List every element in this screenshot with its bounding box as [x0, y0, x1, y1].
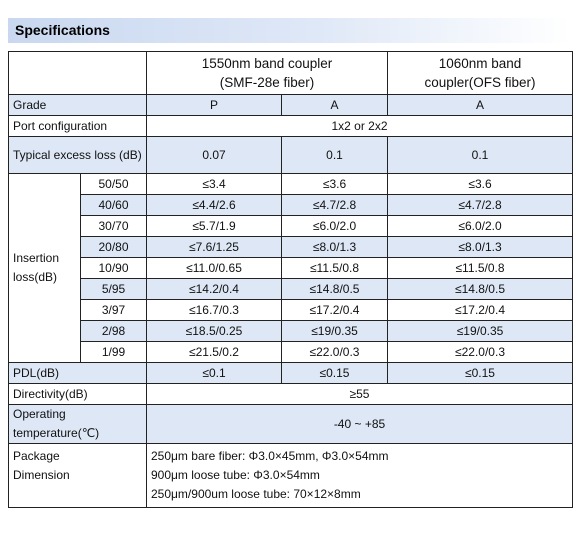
insertion-a: ≤19/0.35 [282, 321, 388, 342]
excess-loss-label: Typical excess loss (dB) [9, 137, 147, 174]
excess-loss-a: 0.1 [282, 137, 388, 174]
directivity-label: Directivity(dB) [9, 384, 147, 405]
package-label-line1: Package [13, 449, 60, 463]
insertion-ratio: 10/90 [81, 258, 147, 279]
insertion-a: ≤17.2/0.4 [282, 300, 388, 321]
insertion-a2: ≤11.5/0.8 [388, 258, 573, 279]
insertion-a: ≤4.7/2.8 [282, 195, 388, 216]
excess-loss-a2: 0.1 [388, 137, 573, 174]
insertion-a2: ≤6.0/2.0 [388, 216, 573, 237]
header-1060nm-line1: 1060nm band [438, 56, 522, 71]
insertion-row [9, 216, 573, 237]
insertion-a: ≤14.8/0.5 [282, 279, 388, 300]
insertion-a: ≤22.0/0.3 [282, 342, 388, 363]
grade-a2: A [388, 95, 573, 116]
pdl-a: ≤0.15 [282, 363, 388, 384]
section-title: Specifications [15, 22, 110, 38]
insertion-a: ≤11.5/0.8 [282, 258, 388, 279]
port-label: Port configuration [9, 116, 147, 137]
insertion-ratio: 20/80 [81, 237, 147, 258]
specifications-table [8, 51, 573, 508]
excess-loss-p: 0.07 [147, 137, 282, 174]
header-1550nm-line2: (SMF-28e fiber) [219, 75, 315, 90]
insertion-row [9, 279, 573, 300]
header-1550nm [147, 52, 388, 95]
insertion-a2: ≤3.6 [388, 174, 573, 195]
insertion-a2: ≤22.0/0.3 [388, 342, 573, 363]
insertion-a2: ≤19/0.35 [388, 321, 573, 342]
insertion-p: ≤18.5/0.25 [147, 321, 282, 342]
directivity-value: ≥55 [147, 384, 573, 405]
package-row [9, 444, 573, 508]
insertion-loss-label-line1: Insertion [13, 251, 60, 265]
directivity-row [9, 384, 573, 405]
insertion-a: ≤8.0/1.3 [282, 237, 388, 258]
grade-p: P [147, 95, 282, 116]
grade-a: A [282, 95, 388, 116]
insertion-ratio: 40/60 [81, 195, 147, 216]
operating-temperature-value: -40 ~ +85 [147, 405, 573, 444]
insertion-ratio: 3/97 [81, 300, 147, 321]
operating-temperature-label [9, 405, 147, 444]
grade-label: Grade [9, 95, 147, 116]
grade-row [9, 95, 573, 116]
insertion-a: ≤3.6 [282, 174, 388, 195]
insertion-a2: ≤8.0/1.3 [388, 237, 573, 258]
insertion-p: ≤11.0/0.65 [147, 258, 282, 279]
insertion-p: ≤16.7/0.3 [147, 300, 282, 321]
operating-temperature-label-line2: temperature(℃) [13, 426, 100, 440]
insertion-p: ≤3.4 [147, 174, 282, 195]
package-dimension-line: 900μm loose tube: Φ3.0×54mm [151, 468, 320, 482]
insertion-p: ≤14.2/0.4 [147, 279, 282, 300]
insertion-ratio: 50/50 [81, 174, 147, 195]
insertion-ratio: 2/98 [81, 321, 147, 342]
insertion-row [9, 195, 573, 216]
header-1060nm-line2: coupler(OFS fiber) [424, 75, 536, 90]
excess-loss-row [9, 137, 573, 174]
insertion-p: ≤7.6/1.25 [147, 237, 282, 258]
operating-temperature-row [9, 405, 573, 444]
section-title-bar [8, 18, 571, 43]
insertion-a2: ≤4.7/2.8 [388, 195, 573, 216]
pdl-a2: ≤0.15 [388, 363, 573, 384]
insertion-ratio: 1/99 [81, 342, 147, 363]
pdl-row [9, 363, 573, 384]
insertion-loss-label [9, 174, 81, 363]
insertion-row [9, 258, 573, 279]
insertion-a2: ≤14.8/0.5 [388, 279, 573, 300]
package-dimension-line: 250μm/900um loose tube: 70×12×8mm [151, 487, 361, 501]
package-label-line2: Dimension [13, 468, 70, 482]
insertion-row [9, 237, 573, 258]
header-1060nm [388, 52, 573, 95]
pdl-p: ≤0.1 [147, 363, 282, 384]
header-row [9, 52, 573, 95]
port-row [9, 116, 573, 137]
port-value: 1x2 or 2x2 [147, 116, 573, 137]
insertion-ratio: 5/95 [81, 279, 147, 300]
header-1550nm-line1: 1550nm band coupler [201, 56, 333, 71]
insertion-row [9, 174, 573, 195]
insertion-row [9, 300, 573, 321]
insertion-a2: ≤17.2/0.4 [388, 300, 573, 321]
package-dimensions [147, 444, 573, 508]
operating-temperature-label-line1: Operating [13, 407, 66, 421]
insertion-row [9, 342, 573, 363]
insertion-row [9, 321, 573, 342]
header-empty-cell [9, 52, 147, 95]
insertion-p: ≤5.7/1.9 [147, 216, 282, 237]
insertion-loss-label-line2: loss(dB) [13, 270, 58, 284]
pdl-label: PDL(dB) [9, 363, 147, 384]
insertion-p: ≤4.4/2.6 [147, 195, 282, 216]
package-dimension-line: 250μm bare fiber: Φ3.0×45mm, Φ3.0×54mm [151, 449, 389, 463]
insertion-p: ≤21.5/0.2 [147, 342, 282, 363]
insertion-ratio: 30/70 [81, 216, 147, 237]
package-label [9, 444, 147, 508]
insertion-a: ≤6.0/2.0 [282, 216, 388, 237]
